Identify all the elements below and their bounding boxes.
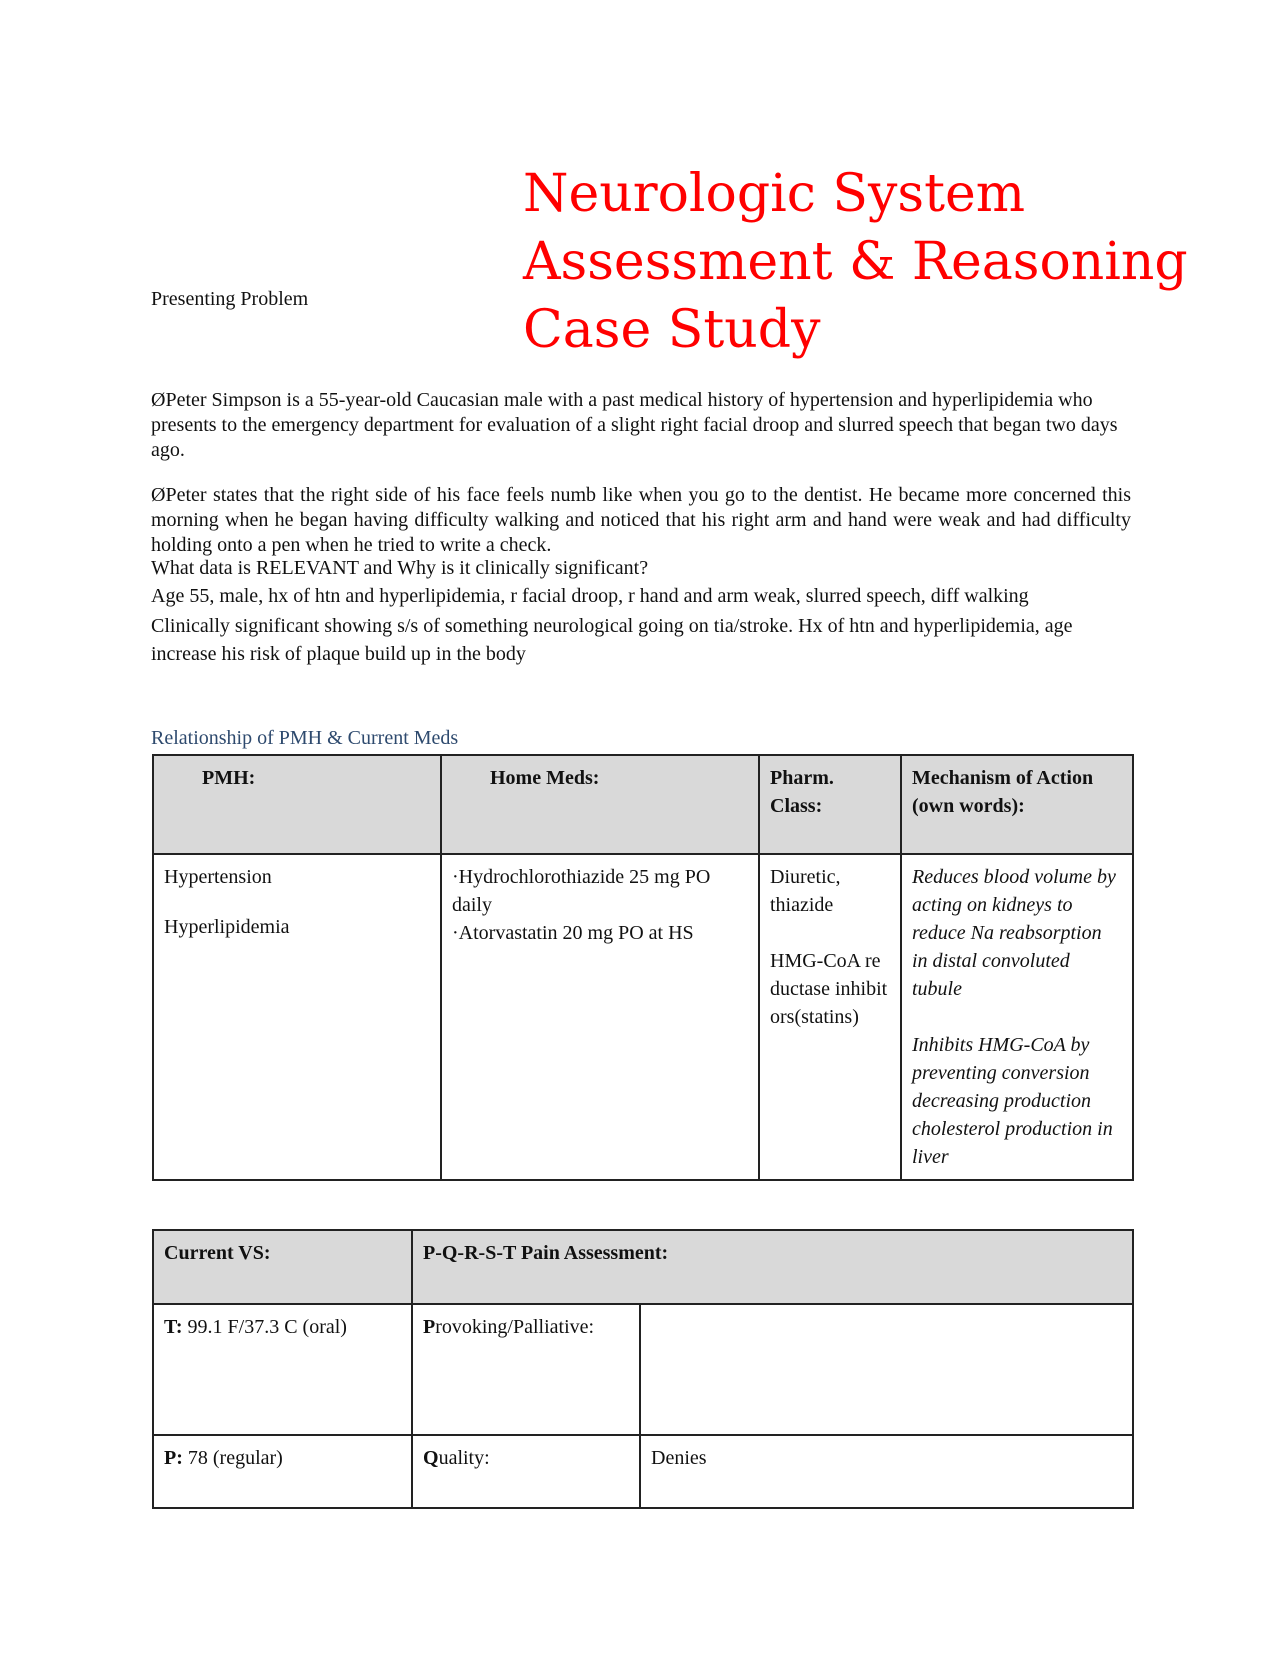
case-paragraph-2: ØPeter states that the right side of his face feels numb like when you go to the dentist. He became more concerned this morning when he began having difficulty walking and noticed that his right arm and hand were weak and had difficulty holding onto a pen when he tried to write a check. — [151, 484, 1131, 556]
document-title — [523, 160, 1243, 364]
pmh-meds-table — [152, 754, 1134, 1181]
pmh-cell — [153, 854, 441, 1180]
table-row — [153, 1435, 1133, 1508]
vs-cell: T: 99.1 F/37.3 C (oral) — [153, 1304, 412, 1435]
class-item: HMG-CoA reductase inhibitors(statins) — [770, 950, 888, 1028]
relevant-data-question: What data is RELEVANT and Why is it clinically significant? — [151, 557, 649, 579]
presenting-problem-label: Presenting Problem — [151, 288, 309, 310]
mechanism-cell — [901, 854, 1133, 1180]
mechanism-item: Reduces blood volume by acting on kidneys to reduce Na reabsorption in distal convoluted tubule — [912, 866, 1116, 1000]
case-paragraph-1: ØPeter Simpson is a 55-year-old Caucasian male with a past medical history of hypertension and hyperlipidemia who presents to the emergency department for evaluation of a slight right facial droop and slurred speech that began two days ago. — [151, 389, 1118, 461]
vitals-pain-table — [152, 1229, 1134, 1509]
med-item: ·Hydrochlorothiazide 25 mg PO daily — [452, 866, 711, 916]
table-row — [153, 1304, 1133, 1435]
pmh-item: Hyperlipidemia — [164, 916, 290, 938]
header-pqrst: P-Q-R-S-T Pain Assessment: — [412, 1230, 1133, 1304]
relationship-heading: Relationship of PMH & Current Meds — [151, 727, 459, 749]
class-cell — [759, 854, 901, 1180]
title-line: Case Study — [523, 300, 821, 360]
mechanism-item: Inhibits HMG-CoA by preventing conversion decreasing production cholesterol production in liver — [912, 1034, 1113, 1168]
header-pmh: PMH: — [153, 755, 441, 854]
title-line: Assessment & Reasoning — [523, 232, 1188, 292]
title-line: Neurologic System — [523, 164, 1026, 224]
pain-label-cell: Provoking/Palliative: — [412, 1304, 640, 1435]
header-current-vs: Current VS: — [153, 1230, 412, 1304]
header-home-meds: Home Meds: — [441, 755, 759, 854]
answer-line-2: Clinically significant showing s/s of something neurological going on tia/stroke. Hx of htn and hyperlipidemia, age increase his risk of plaque build up in the body — [151, 615, 1073, 665]
vs-cell: P: 78 (regular) — [153, 1435, 412, 1508]
header-pharm-class: Pharm. Class: — [759, 755, 901, 854]
class-item: Diuretic, thiazide — [770, 866, 841, 916]
answer-line-1: Age 55, male, hx of htn and hyperlipidemia, r facial droop, r hand and arm weak, slurred speech, diff walking — [151, 585, 1029, 607]
header-mechanism: Mechanism of Action (own words): — [901, 755, 1133, 854]
pmh-item: Hypertension — [164, 866, 272, 888]
pain-value-cell — [640, 1304, 1133, 1435]
med-item: ·Atorvastatin 20 mg PO at HS — [452, 922, 694, 944]
pain-value-cell: Denies — [640, 1435, 1133, 1508]
pain-label-cell: Quality: — [412, 1435, 640, 1508]
meds-cell — [441, 854, 759, 1180]
